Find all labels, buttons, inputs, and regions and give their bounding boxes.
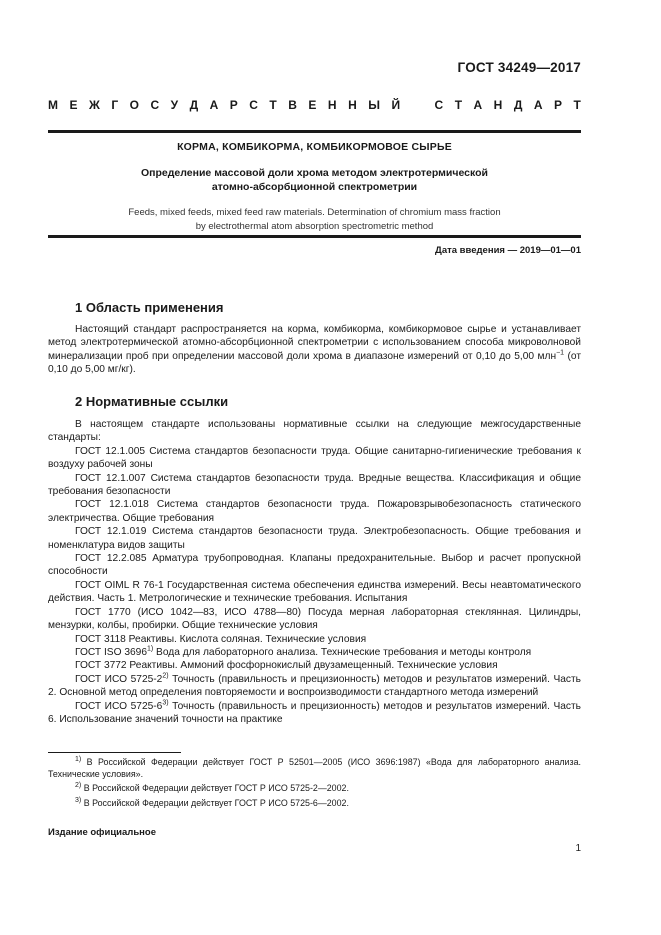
title-english-line: Feeds, mixed feeds, mixed feed raw materials. Determination of chromium mass fraction [128,207,501,218]
title-english-line: by electrothermal atom absorption spectrometric method [195,220,434,232]
banner-letter: У [170,98,179,112]
footnote-item: $^{1)}$ В Российской Федерации действует ГОСТ Р 52501—2005 (ИСО 3696:1987) «Вода для лабораторного анализа. Технические условия». [48,756,581,780]
footnote-item: $^{2)}$ В Российской Федерации действует ГОСТ Р ИСО 5725-2—2002. [75,782,349,794]
banner-letter: Ж [88,98,100,112]
reference-item: ГОСТ ISO 3696$^{1)}$ Вода для лабораторного анализа. Технические требования и методы контроля [75,645,532,658]
banner-letter: Д [513,98,523,112]
footnotes [48,756,581,811]
date-of-introduction: Дата введения — 2019—01—01 [435,245,581,256]
reference-item: ГОСТ ИСО 5725-6$^{3)}$ Точность (правильность и прецизионность) методов и результатов измерений. Часть 6. Использование значений точности на практике [48,699,581,725]
header-rule [48,130,581,133]
banner-letter: А [533,98,543,112]
banner-letter: О [129,98,139,112]
reference-item: ГОСТ 12.1.007 Система стандартов безопасности труда. Вредные вещества. Классификация и общие требования безопасности [48,472,581,498]
banner-letter: Р [229,98,238,112]
banner-letter: Т [269,98,277,112]
banner-letter: С [150,98,160,112]
reference-item: ГОСТ ИСО 5725-2$^{2)}$ Точность (правильность и прецизионность) методов и результатов измерений. Часть 2. Основной метод определения повторяемости и воспроизводимости стандартного метода измерений [48,672,581,699]
banner-letter: Г [111,98,119,112]
reference-item: ГОСТ 3772 Реактивы. Аммоний фосфорнокислый двузамещенный. Технические условия [75,660,498,672]
section-2-intro: В настоящем стандарте использованы нормативные ссылки на следующие межгосударственные стандарты: [48,419,581,444]
title-main: КОРМА, КОМБИКОРМА, КОМБИКОРМОВОЕ СЫРЬЕ [177,141,452,153]
banner-letter: С [434,98,444,112]
section-1-text: Настоящий стандарт распространяется на корма, комбикорма, комбикормовое сырье и устанавливает метод электротермической атомно-абсорбционной спектрометрии с использованием способа микроволновой минерализации проб при определении массовой доли хрома в диапазоне измерений от 0,10 до 5,00 млн$^{-1}$ (от 0,10 до 5,00 мг/кг). [48,324,581,376]
title-sub [48,167,581,194]
banner-letter: Е [69,98,78,112]
banner-letter: С [249,98,258,112]
title-english [48,206,581,233]
reference-item: ГОСТ 3118 Реактивы. Кислота соляная. Технические условия [75,633,367,645]
document-code: ГОСТ 34249—2017 [457,60,581,75]
banner-letter: Й [391,98,401,112]
banner-letter: Т [454,98,463,112]
banner-letter: А [209,98,219,112]
reference-item: ГОСТ OIML R 76-1 Государственная система обеспечения единства измерений. Весы неавтоматического действия. Часть 1. Метрологические и технические требования. Испытания [48,579,581,605]
footnote-item: $^{3)}$ В Российской Федерации действует ГОСТ Р ИСО 5725-6—2002. [75,796,349,808]
reference-item: ГОСТ 12.1.019 Система стандартов безопасности труда. Электробезопасность. Общие требования и номенклатура видов защиты [48,526,581,551]
banner-letter: Н [493,98,503,112]
footnote-rule [48,752,181,753]
reference-item: ГОСТ 12.2.085 Арматура трубопроводная. Клапаны предохранительные. Выбор и расчет пропускной способности [48,553,581,578]
reference-item: ГОСТ 12.1.018 Система стандартов безопасности труда. Пожаровзрывобезопасность статического электричества. Общие требования [48,499,581,524]
banner-letter: Е [308,98,317,112]
banner-letter: Н [327,98,337,112]
section-2-text [48,418,581,726]
official-edition-label: Издание официальное [48,827,156,838]
banner-letter: М [48,98,58,112]
section-2-heading: 2 Нормативные ссылки [75,394,229,409]
section-1-heading: 1 Область применения [75,300,224,315]
title-sub-line: атомно-абсорбционной спектрометрии [211,180,418,193]
banner-letter: В [288,98,297,112]
title-sub-line: Определение массовой доли хрома методом электротермической [141,167,488,179]
banner-letter: Р [554,98,563,112]
banner-letter: Н [348,98,357,112]
banner-letter: Ы [368,98,380,112]
banner-letter: Д [189,98,199,112]
banner-letter: Т [573,98,581,112]
page-number: 1 [575,843,581,854]
interstate-standard-banner [48,98,581,114]
reference-item: ГОСТ 1770 (ИСО 1042—83, ИСО 4788—80) Посуда мерная лабораторная стеклянная. Цилиндры, мензурки, колбы, пробирки. Общие технические условия [48,606,581,632]
banner-letter: А [473,98,483,112]
title-rule [48,235,581,238]
reference-item: ГОСТ 12.1.005 Система стандартов безопасности труда. Общие санитарно-гигиенические требования к воздуху рабочей зоны [48,445,581,471]
